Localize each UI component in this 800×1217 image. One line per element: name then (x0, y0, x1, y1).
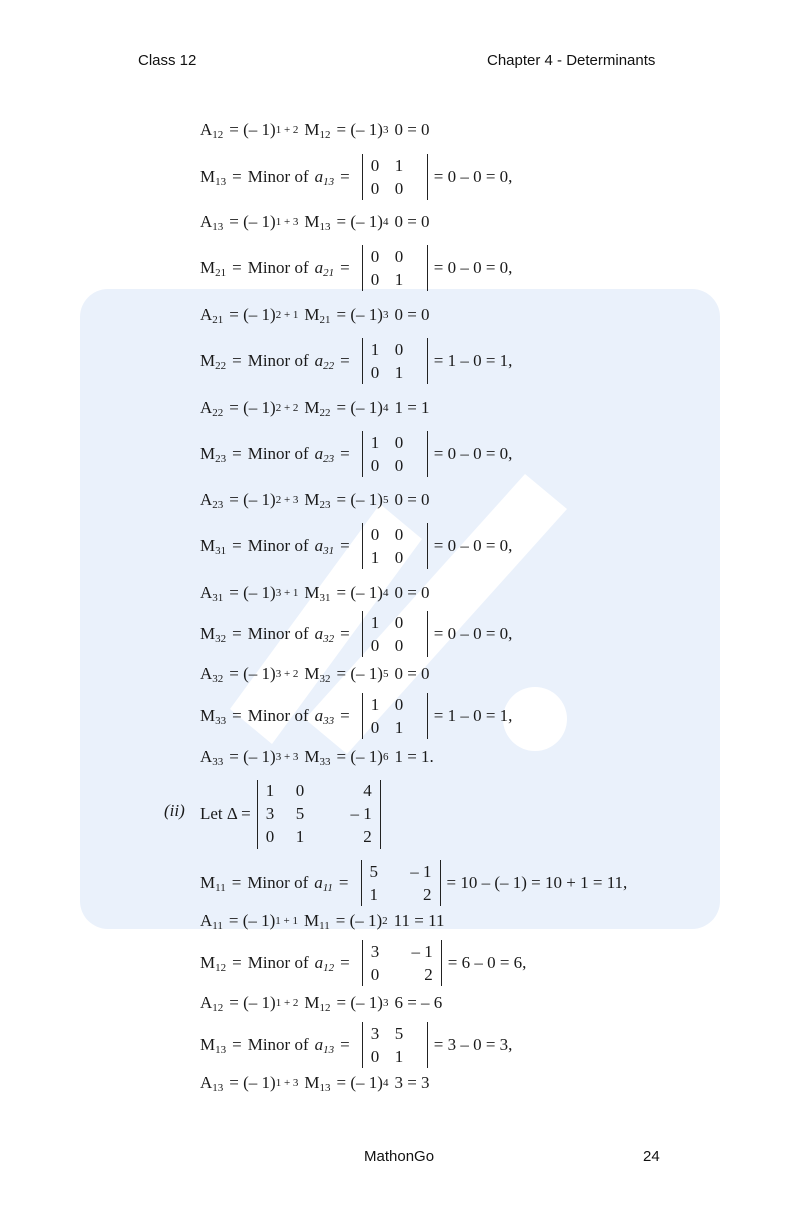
minor-label: Minor of (247, 351, 309, 370)
determinant-entry: – 1 (410, 861, 432, 881)
cofactor-symbol (200, 398, 223, 418)
cofactor-symbol-subscript: 11 (212, 920, 223, 932)
determinant-entry: 0 (394, 635, 404, 655)
cofactor-symbol-symbol: A (200, 398, 213, 417)
minor-symbol-subscript: 11 (215, 882, 226, 894)
cofactor-symbol (200, 490, 223, 510)
cofactor-sign: = (– 1) (229, 664, 276, 683)
determinant-entry: – 1 (350, 804, 372, 823)
cofactor-result: 3 = 3 (394, 1073, 430, 1092)
cofactor-sign-value: = (– 1) (336, 1073, 383, 1092)
cofactor-symbol (200, 583, 223, 603)
cofactor-line: $A_{23}$ = (– 1) 2 + 3 $M_{23}$ = (– 1) 5 0 = 0 (200, 490, 430, 511)
determinant-entry: 0 (370, 635, 380, 655)
minor-symbol-symbol: M (200, 624, 216, 643)
determinant (362, 338, 428, 384)
minor-symbol (200, 536, 226, 556)
cofactor-result: 0 = 0 (394, 664, 430, 683)
element-symbol-subscript: 12 (323, 962, 335, 974)
cofactor-minor-symbol (304, 583, 330, 603)
determinant-entry: 1 (394, 155, 404, 175)
determinant-entry: 3 (370, 1023, 380, 1043)
minor-symbol-symbol: M (200, 258, 216, 277)
element-symbol-symbol: a (314, 706, 324, 725)
cofactor-result: 11 = 11 (393, 911, 445, 930)
cofactor-minor-symbol-subscript: 22 (319, 407, 331, 419)
minor-line (200, 609, 512, 659)
equals-sign: = (338, 873, 349, 892)
determinant-entry: 1 (295, 827, 305, 846)
determinant-entry: 0 (370, 178, 380, 198)
equals-sign: = (232, 444, 242, 463)
determinant-entry: 0 (265, 827, 275, 846)
determinant-entry: 1 (370, 432, 380, 452)
minor-label: Minor of (247, 953, 309, 972)
determinant-entry: 0 (394, 547, 404, 567)
cofactor-line: $A_{33}$ = (– 1) 3 + 3 $M_{33}$ = (– 1) 6 1 = 1. (200, 747, 434, 768)
equals-sign: = (340, 167, 350, 186)
minor-symbol (200, 1035, 226, 1055)
equals-sign: = (232, 624, 242, 643)
cofactor-result: 0 = 0 (394, 120, 430, 139)
minor-label: Minor of (247, 167, 309, 186)
cofactor-symbol-symbol: A (200, 1073, 213, 1092)
cofactor-sign: = (– 1) (229, 120, 276, 139)
cofactor-result: 0 = 0 (394, 490, 430, 509)
cofactor-symbol (200, 664, 223, 684)
determinant-entry: 1 (370, 694, 380, 714)
determinant-entry: 5 (369, 861, 379, 881)
equals-sign: = (340, 351, 350, 370)
element-symbol-subscript: 33 (323, 715, 335, 727)
cofactor-symbol-symbol: A (200, 664, 213, 683)
minor-label: Minor of (247, 258, 309, 277)
cofactor-symbol-symbol: A (200, 212, 213, 231)
element-symbol-symbol: a (314, 873, 323, 892)
element-symbol-symbol: a (314, 624, 324, 643)
cofactor-result: 0 = 0 (394, 212, 430, 231)
equals-sign: = (232, 258, 242, 277)
cofactor-minor-symbol-symbol: M (304, 583, 320, 602)
equals-sign: = (340, 706, 350, 725)
cofactor-sign: = (– 1) (229, 212, 276, 231)
minor-symbol-subscript: 13 (215, 176, 227, 188)
minor-symbol (200, 873, 226, 893)
minor-line (200, 691, 512, 741)
cofactor-minor-symbol-subscript: 12 (319, 1002, 331, 1014)
determinant-entry: 1 (394, 362, 404, 382)
determinant (362, 611, 428, 657)
cofactor-minor-symbol-subscript: 12 (319, 129, 331, 141)
cofactor-sign: = (– 1) (229, 747, 276, 766)
determinant-entry: 1 (370, 339, 380, 359)
determinant-entry: 3 (265, 804, 275, 823)
cofactor-sign: = (– 1) (229, 583, 276, 602)
cofactor-sign: = (– 1) (229, 993, 276, 1012)
cofactor-minor-symbol-subscript: 32 (319, 673, 331, 685)
element-symbol-subscript: 32 (323, 633, 335, 645)
cofactor-result: 0 = 0 (394, 583, 430, 602)
equals-sign: = (340, 536, 350, 555)
cofactor-sign-value: = (– 1) (336, 398, 383, 417)
cofactor-minor-symbol-symbol: M (304, 120, 320, 139)
determinant (257, 780, 381, 849)
equals-sign: = (232, 536, 242, 555)
determinant-entry: 1 (394, 1046, 404, 1066)
cofactor-result: 1 = 1 (394, 398, 430, 417)
cofactor-minor-symbol (304, 212, 330, 232)
cofactor-minor-symbol-symbol: M (304, 664, 320, 683)
minor-result: = 10 – (– 1) = 10 + 1 = 11, (446, 873, 628, 892)
equals-sign: = (232, 351, 242, 370)
minor-symbol-subscript: 33 (215, 715, 227, 727)
minor-symbol-symbol: M (200, 873, 216, 892)
minor-result: = 1 – 0 = 1, (433, 706, 513, 725)
determinant-entry: 0 (370, 155, 380, 175)
element-symbol (315, 444, 335, 464)
element-symbol-subscript: 13 (323, 176, 335, 188)
cofactor-symbol-subscript: 32 (212, 673, 224, 685)
cofactor-line: $A_{11}$ = (– 1) 1 + 1 $M_{11}$ = (– 1) 2 11 = 11 (200, 911, 445, 932)
delta-definition (200, 777, 387, 851)
cofactor-symbol-subscript: 12 (212, 1002, 224, 1014)
equals-sign: = (340, 444, 350, 463)
cofactor-sign: = (– 1) (229, 398, 276, 417)
cofactor-minor-symbol-symbol: M (304, 212, 320, 231)
minor-symbol (200, 706, 226, 726)
minor-symbol (200, 624, 226, 644)
minor-symbol-symbol: M (200, 351, 216, 370)
minor-symbol (200, 258, 226, 278)
minor-symbol-symbol: M (200, 536, 216, 555)
footer-brand: MathonGo (364, 1148, 435, 1165)
cofactor-symbol (200, 747, 223, 767)
determinant-entry: 1 (370, 612, 380, 632)
determinant-entry: 0 (394, 694, 404, 714)
cofactor-symbol-symbol: A (200, 120, 213, 139)
equals-sign: = (232, 167, 242, 186)
cofactor-line: $A_{32}$ = (– 1) 3 + 2 $M_{32}$ = (– 1) 5 0 = 0 (200, 664, 430, 685)
cofactor-symbol-symbol: A (200, 911, 213, 930)
minor-line (200, 858, 627, 908)
cofactor-sign-value: = (– 1) (336, 664, 383, 683)
cofactor-symbol-subscript: 12 (212, 129, 224, 141)
determinant (362, 245, 428, 291)
minor-symbol-subscript: 31 (215, 545, 227, 557)
cofactor-line: $A_{12}$ = (– 1) 1 + 2 $M_{12}$ = (– 1) 3 0 = 0 (200, 120, 430, 141)
cofactor-minor-symbol (304, 993, 330, 1013)
cofactor-minor-symbol (304, 911, 330, 931)
determinant-entry: 4 (363, 781, 372, 800)
cofactor-sign-value: = (– 1) (336, 120, 383, 139)
equals-sign: = (340, 953, 350, 972)
determinant-entry: 1 (265, 781, 275, 800)
equals-sign: = (340, 258, 350, 277)
cofactor-symbol-subscript: 33 (212, 756, 224, 768)
determinant-entry: 2 (423, 884, 432, 904)
minor-result: = 6 – 0 = 6, (447, 953, 527, 972)
cofactor-minor-symbol-symbol: M (304, 398, 320, 417)
determinant-entry: 1 (369, 884, 379, 904)
delta-let: Let Δ = (200, 804, 251, 823)
minor-result: = 0 – 0 = 0, (433, 167, 513, 186)
cofactor-result: 0 = 0 (394, 305, 430, 324)
determinant-entry: – 1 (411, 941, 433, 961)
determinant (362, 154, 428, 200)
element-symbol-subscript: 21 (323, 267, 335, 279)
cofactor-sign-value: = (– 1) (336, 583, 383, 602)
minor-line (200, 152, 512, 202)
determinant-entry: 1 (394, 717, 404, 737)
determinant-entry: 0 (370, 269, 380, 289)
element-symbol (315, 706, 335, 726)
cofactor-symbol (200, 993, 223, 1013)
element-symbol-symbol: a (314, 444, 324, 463)
minor-symbol-subscript: 12 (215, 962, 227, 974)
determinant-entry: 0 (370, 524, 380, 544)
cofactor-symbol-subscript: 13 (212, 1082, 224, 1094)
cofactor-symbol (200, 212, 223, 232)
minor-label: Minor of (247, 444, 309, 463)
equals-sign: = (340, 624, 350, 643)
cofactor-minor-symbol-subscript: 31 (319, 592, 331, 604)
determinant-entry: 0 (370, 964, 380, 984)
cofactor-symbol-subscript: 21 (212, 314, 224, 326)
equals-sign: = (232, 953, 242, 972)
cofactor-symbol-subscript: 13 (212, 221, 224, 233)
cofactor-symbol-symbol: A (200, 583, 213, 602)
minor-label: Minor of (247, 624, 309, 643)
minor-symbol-symbol: M (200, 1035, 216, 1054)
determinant-entry: 0 (370, 717, 380, 737)
determinant-entry: 0 (394, 432, 404, 452)
element-symbol-subscript: 13 (323, 1044, 335, 1056)
cofactor-sign-value: = (– 1) (336, 305, 383, 324)
cofactor-minor-symbol (304, 747, 330, 767)
determinant-entry: 0 (370, 246, 380, 266)
cofactor-minor-symbol (304, 398, 330, 418)
determinant-entry: 1 (370, 547, 380, 567)
element-symbol-symbol: a (314, 167, 324, 186)
minor-result: = 0 – 0 = 0, (433, 258, 513, 277)
element-symbol-symbol: a (314, 953, 324, 972)
cofactor-symbol (200, 911, 223, 931)
element-symbol-subscript: 23 (323, 453, 335, 465)
determinant-entry: 1 (394, 269, 404, 289)
minor-symbol-subscript: 23 (215, 453, 227, 465)
cofactor-minor-symbol-symbol: M (304, 993, 320, 1012)
cofactor-sign: = (– 1) (229, 305, 276, 324)
determinant-entry: 0 (370, 362, 380, 382)
cofactor-sign-value: = (– 1) (336, 993, 383, 1012)
cofactor-minor-symbol-subscript: 33 (319, 756, 331, 768)
cofactor-symbol-symbol: A (200, 305, 213, 324)
minor-symbol-subscript: 32 (215, 633, 227, 645)
cofactor-minor-symbol-symbol: M (304, 747, 320, 766)
minor-symbol-symbol: M (200, 953, 216, 972)
cofactor-minor-symbol (304, 305, 330, 325)
cofactor-line: $A_{13}$ = (– 1) 1 + 3 $M_{13}$ = (– 1) 4 3 = 3 (200, 1073, 430, 1094)
cofactor-minor-symbol-symbol: M (304, 305, 320, 324)
cofactor-sign-value: = (– 1) (335, 911, 383, 930)
cofactor-symbol-symbol: A (200, 993, 213, 1012)
minor-result: = 0 – 0 = 0, (433, 624, 513, 643)
element-symbol (315, 536, 335, 556)
determinant-entry: 0 (295, 781, 305, 800)
determinant-entry: 0 (394, 178, 404, 198)
equals-sign: = (340, 1035, 350, 1054)
cofactor-sign-value: = (– 1) (336, 212, 383, 231)
element-symbol (315, 167, 335, 187)
determinant-entry: 3 (370, 941, 380, 961)
minor-label: Minor of (247, 873, 309, 892)
element-symbol (315, 953, 335, 973)
cofactor-minor-symbol-symbol: M (304, 911, 320, 930)
determinant-entry: 0 (394, 612, 404, 632)
minor-symbol-symbol: M (200, 444, 216, 463)
cofactor-line: $A_{31}$ = (– 1) 3 + 1 $M_{31}$ = (– 1) 4 0 = 0 (200, 583, 430, 604)
cofactor-minor-symbol (304, 490, 330, 510)
determinant (362, 693, 428, 739)
cofactor-minor-symbol-subscript: 21 (319, 314, 331, 326)
element-symbol-symbol: a (314, 258, 324, 277)
determinant (362, 523, 428, 569)
cofactor-minor-symbol-subscript: 13 (319, 221, 331, 233)
determinant-entry: 0 (370, 455, 380, 475)
minor-result: = 0 – 0 = 0, (433, 536, 513, 555)
element-symbol (314, 873, 333, 893)
cofactor-sign: = (– 1) (229, 490, 276, 509)
minor-result: = 3 – 0 = 3, (433, 1035, 513, 1054)
element-symbol (315, 624, 335, 644)
cofactor-result: 6 = – 6 (394, 993, 443, 1012)
cofactor-symbol-symbol: A (200, 490, 213, 509)
cofactor-minor-symbol-subscript: 23 (319, 499, 331, 511)
minor-symbol (200, 351, 226, 371)
element-symbol-symbol: a (314, 1035, 324, 1054)
minor-symbol-subscript: 13 (215, 1044, 227, 1056)
cofactor-minor-symbol (304, 664, 330, 684)
minor-line (200, 429, 512, 479)
cofactor-minor-symbol (304, 1073, 330, 1093)
cofactor-line: $A_{13}$ = (– 1) 1 + 3 $M_{13}$ = (– 1) 4 0 = 0 (200, 212, 430, 233)
minor-label: Minor of (247, 706, 309, 725)
cofactor-symbol (200, 120, 223, 140)
cofactor-minor-symbol (304, 120, 330, 140)
determinant-entry: 0 (394, 524, 404, 544)
minor-line (200, 336, 512, 386)
cofactor-minor-symbol-symbol: M (304, 490, 320, 509)
minor-symbol-subscript: 21 (215, 267, 227, 279)
determinant (362, 431, 428, 477)
determinant-entry: 5 (295, 804, 305, 823)
determinant-entry: 2 (363, 827, 372, 846)
cofactor-sign-value: = (– 1) (336, 747, 383, 766)
element-symbol (315, 351, 335, 371)
determinant-entry: 0 (394, 246, 404, 266)
minor-label: Minor of (247, 536, 309, 555)
minor-symbol (200, 953, 226, 973)
element-symbol-subscript: 22 (323, 360, 335, 372)
cofactor-symbol-subscript: 31 (212, 592, 224, 604)
cofactor-symbol-symbol: A (200, 747, 213, 766)
cofactor-symbol (200, 1073, 223, 1093)
equals-sign: = (232, 706, 242, 725)
element-symbol-symbol: a (314, 351, 324, 370)
cofactor-minor-symbol-subscript: 13 (319, 1082, 331, 1094)
cofactor-result: 1 = 1. (394, 747, 434, 766)
minor-line (200, 938, 526, 988)
minor-result: = 0 – 0 = 0, (433, 444, 513, 463)
cofactor-line: $A_{21}$ = (– 1) 2 + 1 $M_{21}$ = (– 1) 3 0 = 0 (200, 305, 430, 326)
determinant (362, 1022, 428, 1068)
determinant-entry: 0 (394, 455, 404, 475)
cofactor-line: $A_{12}$ = (– 1) 1 + 2 $M_{12}$ = (– 1) 3 6 = – 6 (200, 993, 443, 1014)
minor-line (200, 243, 512, 293)
determinant (362, 940, 442, 986)
minor-symbol (200, 444, 226, 464)
minor-result: = 1 – 0 = 1, (433, 351, 513, 370)
equals-sign: = (231, 873, 242, 892)
cofactor-sign: = (– 1) (229, 1073, 276, 1092)
cofactor-symbol-subscript: 23 (212, 499, 224, 511)
determinant-entry: 0 (394, 339, 404, 359)
minor-line (200, 1020, 512, 1070)
element-symbol-subscript: 31 (323, 545, 335, 557)
cofactor-symbol-subscript: 22 (212, 407, 224, 419)
header-class: Class 12 (138, 52, 197, 69)
cofactor-line: $A_{22}$ = (– 1) 2 + 2 $M_{22}$ = (– 1) 4 1 = 1 (200, 398, 430, 419)
determinant-entry: 0 (370, 1046, 380, 1066)
cofactor-minor-symbol-subscript: 11 (319, 920, 330, 932)
cofactor-symbol (200, 305, 223, 325)
cofactor-minor-symbol-symbol: M (304, 1073, 320, 1092)
minor-label: Minor of (247, 1035, 309, 1054)
cofactor-sign: = (– 1) (228, 911, 276, 930)
part-label: (ii) (164, 801, 185, 820)
determinant (361, 860, 441, 906)
cofactor-sign-value: = (– 1) (336, 490, 383, 509)
minor-symbol-symbol: M (200, 706, 216, 725)
minor-line (200, 521, 512, 571)
element-symbol (315, 1035, 335, 1055)
minor-symbol (200, 167, 226, 187)
determinant-entry: 5 (394, 1023, 404, 1043)
element-symbol (315, 258, 335, 278)
minor-symbol-symbol: M (200, 167, 216, 186)
element-symbol-symbol: a (314, 536, 324, 555)
equals-sign: = (232, 1035, 242, 1054)
determinant-entry: 2 (424, 964, 433, 984)
header-chapter: Chapter 4 - Determinants (487, 52, 656, 69)
page-number: 24 (643, 1148, 660, 1165)
element-symbol-subscript: 11 (322, 882, 333, 894)
minor-symbol-subscript: 22 (215, 360, 227, 372)
